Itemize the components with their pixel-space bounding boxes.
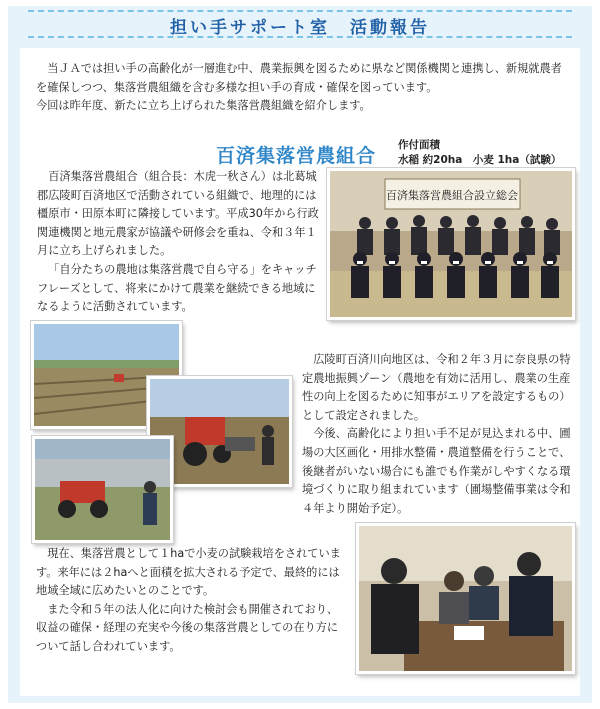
bottom-paragraph-1: 現在、集落営農として１haで小麦の試験栽培をされています。来年には２haへと面積を拡大される予定で、最終的には地域全域に広めたいとのことです。 (36, 547, 341, 598)
bottom-paragraph-2: また令和５年の法人化に向けた検討会も開催されており、収益の確保・経理の充実や今後の集落営農としての在り方について話し合われています。 (36, 602, 339, 653)
header-divider-top (28, 10, 572, 12)
organization-name: 百済集落営農組合 (216, 145, 377, 167)
left-paragraph-2: 「自分たちの農地は集落営農で自ら守る」をキャッチフレーズとして、将来にかけて農業を継続できる地域になるように活動されています。 (37, 262, 317, 314)
page-title: 担い手サポート室 活動報告 (170, 18, 430, 38)
meeting-photo (356, 523, 575, 674)
planting-area-label: 作付面積 (398, 139, 440, 151)
bottom-text (36, 545, 346, 657)
right-paragraph-2: 今後、高齢化により担い手不足が見込まれる中、圃場の大区画化・用排水整備・農道整備を行うことで、後継者がいない場合にも誰でも作業がしやすくなる環境づくりに取り組まれています（圃場整備事業は令和４年より開始予定）。 (302, 427, 571, 515)
left-paragraph-1: 百済集落営農組合（組合長：木虎一秋さん）は北葛城郡広陵町百済地区で活動されている組織で、地理的には橿原市・田原本町に隣接しています。平成30年から行政関連機関と地元農家が協議や研修会を重ね、令和３年１月に立ち上げられました。 (37, 170, 319, 258)
sprayer-photo (32, 436, 173, 543)
right-paragraph-1: 広陵町百済川向地区は、令和２年３月に奈良県の特定農地振興ゾーン（農地を有効に活用し、農業の生産性の向上を図るために知事がエリアを設定するもの）として設定されました。 (302, 353, 571, 422)
intro-text: 当ＪＡでは担い手の高齢化が一層進む中、農業振興を図るために県など関係機関と連携し、新規就農者を確保しつつ、集落営農組織を含む多様な担い手の育成・確保を図っています。 今回は昨年度、新たに立ち上げられた集落営農組織を紹介します。 (36, 62, 562, 113)
group-photo (327, 168, 575, 320)
right-column (302, 351, 575, 518)
group-banner-text: 百済集落営農組合設立総会 (386, 189, 518, 202)
left-column (37, 168, 320, 317)
planting-area (398, 138, 561, 167)
planting-area-values: 水稲 約20ha 小麦 1ha（試験） (398, 153, 562, 166)
